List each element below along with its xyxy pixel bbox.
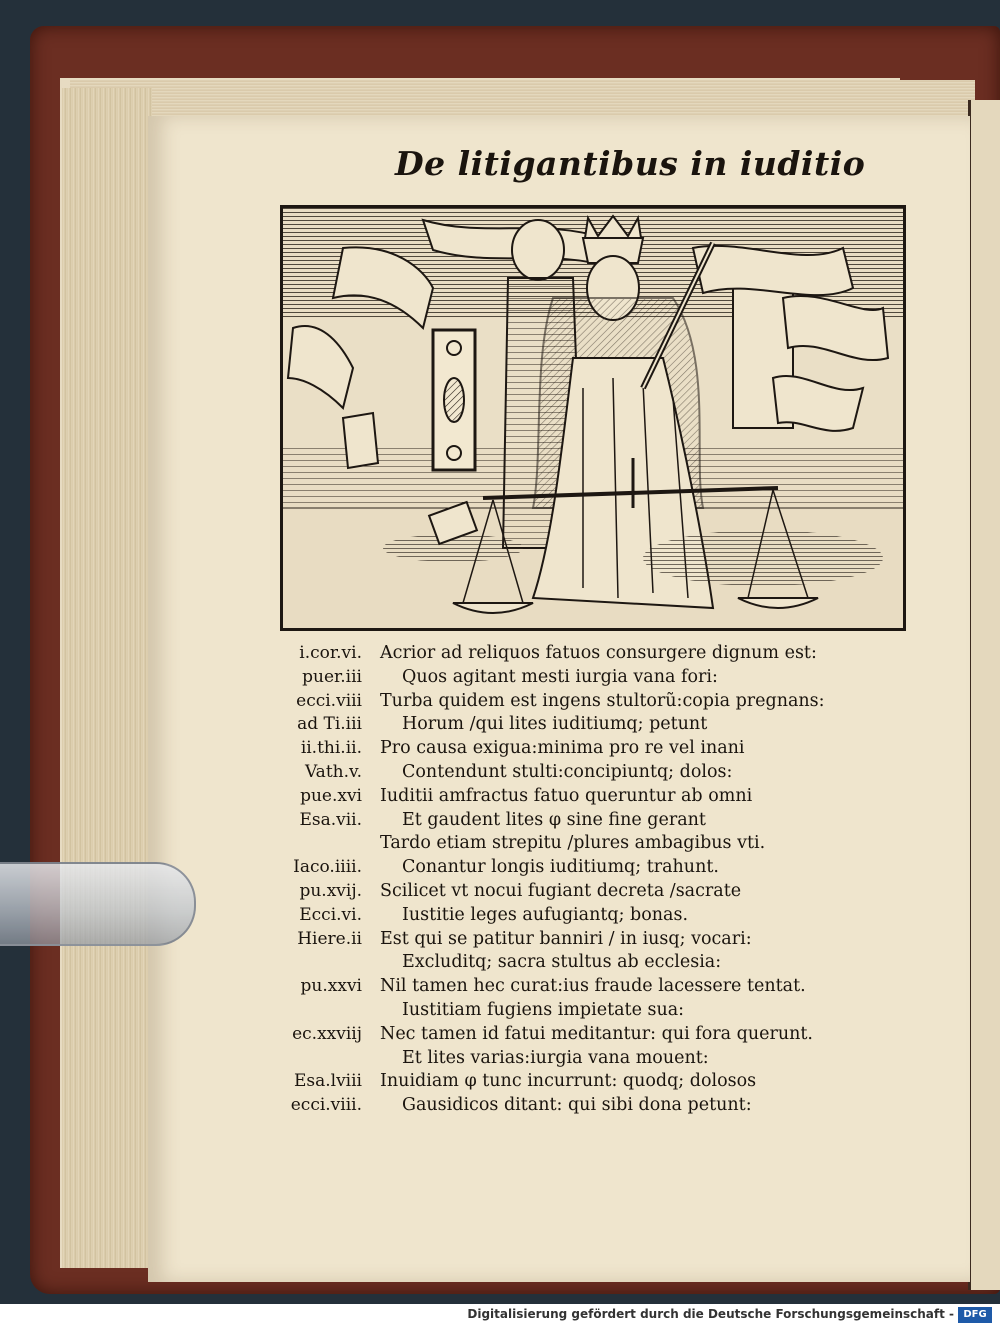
verse-line: Est qui se patitur banniri / in iusq; vocari:: [380, 928, 752, 949]
verse-line: Excluditq; sacra stultus ab ecclesia:: [402, 952, 722, 973]
verse-line: Et lites varias:iurgia vana mouent:: [402, 1047, 709, 1068]
page-fore-edge: [62, 88, 152, 1268]
facing-page: [968, 100, 1000, 1290]
verse-line: Conantur longis iuditiumq; trahunt.: [402, 857, 719, 878]
margin-reference: ec.xxviij: [292, 1023, 362, 1044]
verse-line: Contendunt stulti:concipiuntq; dolos:: [402, 762, 733, 782]
verse-line: Gausidicos ditant: qui sibi dona petunt:: [402, 1095, 752, 1116]
verse-line: Quos agitant mesti iurgia vana fori:: [402, 666, 718, 687]
verse-line: Iustitiam fugiens impietate sua:: [402, 1000, 685, 1020]
margin-reference: ad Ti.iii: [297, 714, 362, 735]
margin-reference: Iaco.iiii.: [293, 857, 362, 878]
page-heading: De litigantibus in iuditio: [395, 144, 866, 183]
footer-bar: [0, 1304, 1000, 1327]
margin-reference: ecci.viii: [296, 690, 362, 711]
margin-reference: Ecci.vi.: [299, 904, 362, 925]
footer-credit: Digitalisierung gefördert durch die Deutsche Forschungsgemeinschaft -: [467, 1307, 954, 1321]
verse-line: Et gaudent lites φ sine fine gerant: [402, 809, 706, 830]
margin-reference: ecci.viii.: [290, 1095, 362, 1116]
verse-line: Acrior ad reliquos fatuos consurgere dignum est:: [380, 643, 817, 663]
margin-reference: Hiere.ii: [297, 928, 362, 949]
thumb-protector: [0, 862, 196, 946]
verse-line: Horum /qui lites iuditiumq; petunt: [402, 714, 708, 735]
verse-line: Nec tamen id fatui meditantur: qui fora querunt.: [380, 1023, 813, 1044]
verse-line: Inuidiam φ tunc incurrunt: quodq; dolosos: [380, 1071, 757, 1092]
margin-reference: Esa.lviii: [293, 1071, 362, 1092]
verse-line: Tardo etiam strepitu /plures ambagibus vti.: [380, 833, 766, 854]
verse-line: Iustitie leges aufugiantq; bonas.: [402, 904, 689, 925]
margin-reference: pue.xvi: [300, 785, 362, 806]
margin-reference: pu.xxvi: [300, 976, 362, 997]
margin-reference: ii.thi.ii.: [300, 738, 362, 759]
verse-line: Iuditii amfractus fatuo queruntur ab omni: [380, 785, 753, 806]
verse-line: Nil tamen hec curat:ius fraude lacessere tentat.: [380, 976, 806, 997]
woodcut-illustration: [280, 205, 906, 631]
woodcut-drawing: [283, 208, 903, 628]
dfg-logo: DFG: [958, 1307, 992, 1323]
margin-reference: puer.iii: [302, 666, 362, 687]
margin-reference: Esa.vii.: [299, 809, 362, 830]
page-top-edges: [70, 80, 975, 120]
margin-reference: Vath.v.: [304, 762, 362, 782]
margin-reference: pu.xvij.: [299, 881, 362, 901]
verse-line: Turba quidem est ingens stultorũ:copia pregnans:: [380, 690, 825, 711]
margin-reference: i.cor.vi.: [299, 643, 362, 663]
verse-line: Pro causa exigua:minima pro re vel inani: [380, 738, 745, 759]
verse-line: Scilicet vt nocui fugiant decreta /sacrate: [380, 881, 742, 901]
